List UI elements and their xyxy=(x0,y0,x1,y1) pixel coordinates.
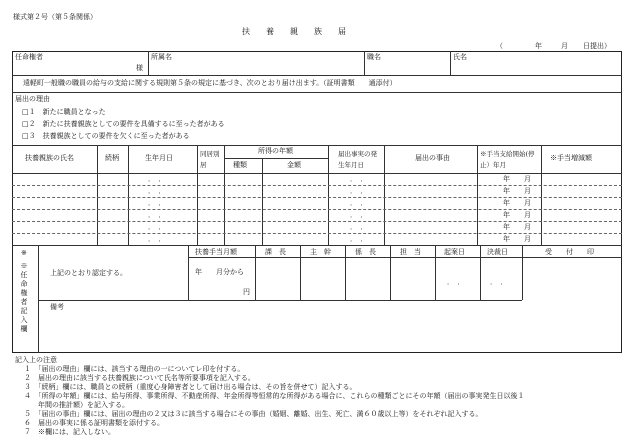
event-date-cell[interactable]: ． ． xyxy=(350,199,368,207)
allowance-from[interactable]: 年 月分から xyxy=(195,268,244,276)
start-month-cell[interactable]: 年 月 xyxy=(503,211,531,219)
notes-title: 記入上の注意 xyxy=(15,356,57,364)
form-title: 扶 養 親 族 届 xyxy=(242,27,346,36)
col-income: 所得の年額 xyxy=(258,147,293,155)
col-start: ※手当支給開始(停止）年月 xyxy=(480,150,535,169)
birth-cell[interactable]: ． ． xyxy=(148,175,166,183)
office-mark: ※ xyxy=(21,249,27,257)
col-name: 扶養親族の氏名 xyxy=(25,154,74,162)
birth-cell[interactable]: ． ． xyxy=(148,223,166,231)
draft-date-label: 起案日 xyxy=(444,248,465,256)
reason-label: 届出の理由 xyxy=(15,95,50,103)
birth-cell[interactable]: ． ． xyxy=(148,187,166,195)
birth-cell[interactable]: ． ． xyxy=(148,211,166,219)
remarks-label: 備考 xyxy=(50,303,64,311)
event-date-cell[interactable]: ． ． xyxy=(350,211,368,219)
event-date-cell[interactable]: ． ． xyxy=(350,235,368,243)
appointer-label: 任命権者 xyxy=(15,53,43,61)
start-month-cell[interactable]: 年 月 xyxy=(503,235,531,243)
appointer-suffix: 様 xyxy=(136,64,143,72)
col-income-type: 種類 xyxy=(233,161,247,169)
note-item: ２ 届出の理由に該当する扶養親族について氏名等所要事項を記入する。 xyxy=(24,374,255,382)
allowance-label: 扶養手当月額 xyxy=(195,248,237,256)
col-income-amount: 金額 xyxy=(287,161,301,169)
section-head-label: 係 長 xyxy=(355,248,376,256)
name-field[interactable]: 氏名 xyxy=(453,53,467,61)
statement: 遠軽町一般職の職員の給与の支給に関する規則第５条の規定に基づき、次のとおり届け出ます。（証明書類 通添付） xyxy=(23,79,397,87)
manager-label: 課 長 xyxy=(265,248,286,256)
birth-cell[interactable]: ． ． xyxy=(148,199,166,207)
submit-date-day[interactable]: 日提出） xyxy=(583,42,611,50)
birth-cell[interactable]: ． ． xyxy=(148,235,166,243)
decision-date-label: 決裁日 xyxy=(487,248,508,256)
reason-option-1[interactable]: □１ 新たに職員となった xyxy=(22,108,106,116)
chief-label: 主 幹 xyxy=(310,248,331,256)
allowance-yen[interactable]: 円 xyxy=(243,288,250,296)
start-month-cell[interactable]: 年 月 xyxy=(503,199,531,207)
note-item: ４ 「所得の年額」欄には、給与所得、事業所得、不動産所得、年金所得等恒常的な所得がある場合に、これらの種類ごとにその年額（届出の事実発生日以後１ xyxy=(24,392,525,400)
office-side-label: ※任命権者記入欄 xyxy=(20,262,28,334)
event-date-cell[interactable]: ． ． xyxy=(350,175,368,183)
event-date-cell[interactable]: ． ． xyxy=(350,223,368,231)
draft-date-value[interactable]: ． ． xyxy=(447,278,465,286)
col-reason: 届出の事由 xyxy=(415,154,450,162)
receipt-label: 受 付 印 xyxy=(545,248,594,256)
col-cohabit: 同居別居 xyxy=(200,150,220,169)
col-relation: 続柄 xyxy=(105,154,119,162)
reason-option-3[interactable]: □３ 扶養親族としての要件を欠くに至った者がある xyxy=(22,132,190,140)
reason-option-2[interactable]: □２ 新たに扶養親族としての要件を具備するに至った者がある xyxy=(22,120,225,128)
submit-date-year[interactable]: 年 xyxy=(535,42,542,50)
note-item: ３ 「続柄」欄には、職員との続柄（重度心身障害者として届け出る場合は、その旨を併せて）記入する。 xyxy=(24,383,357,391)
start-month-cell[interactable]: 年 月 xyxy=(503,175,531,183)
submit-date-month[interactable]: 月 xyxy=(561,42,568,50)
decision-date-value[interactable]: ． ． xyxy=(490,278,508,286)
start-month-cell[interactable]: 年 月 xyxy=(503,223,531,231)
event-date-cell[interactable]: ． ． xyxy=(350,187,368,195)
start-month-cell[interactable]: 年 月 xyxy=(503,187,531,195)
col-birth: 生年月日 xyxy=(145,154,173,162)
submit-date-open[interactable]: （ xyxy=(496,42,503,50)
note-item: ６ 届出の事実に係る証明書類を添付する。 xyxy=(24,419,164,427)
post-field[interactable]: 職名 xyxy=(367,53,381,61)
note-item: 年間の推計額）を記入する。 xyxy=(24,401,129,409)
staff-label: 担 当 xyxy=(400,248,421,256)
note-item: ５ 「届出の事由」欄には、届出の理由の２又は３に該当する場合にその事由（婚姻、離婚、出生、死亡、満６０歳以上等）をそれぞれ記入する。 xyxy=(24,410,483,418)
col-change: ※手当増減額 xyxy=(550,154,592,162)
approve-text: 上記のとおり認定する。 xyxy=(50,269,127,277)
note-item: １ 「届出の理由」欄には、該当する理由の一についてレ印を付する。 xyxy=(24,365,245,373)
form-number: 様式第２号（第５条関係） xyxy=(13,13,97,21)
department-field[interactable]: 所属名 xyxy=(151,53,172,61)
col-event-date: 届出事実の発生年月日 xyxy=(338,150,377,169)
note-item: ７ ※欄には、記入しない。 xyxy=(24,428,115,436)
